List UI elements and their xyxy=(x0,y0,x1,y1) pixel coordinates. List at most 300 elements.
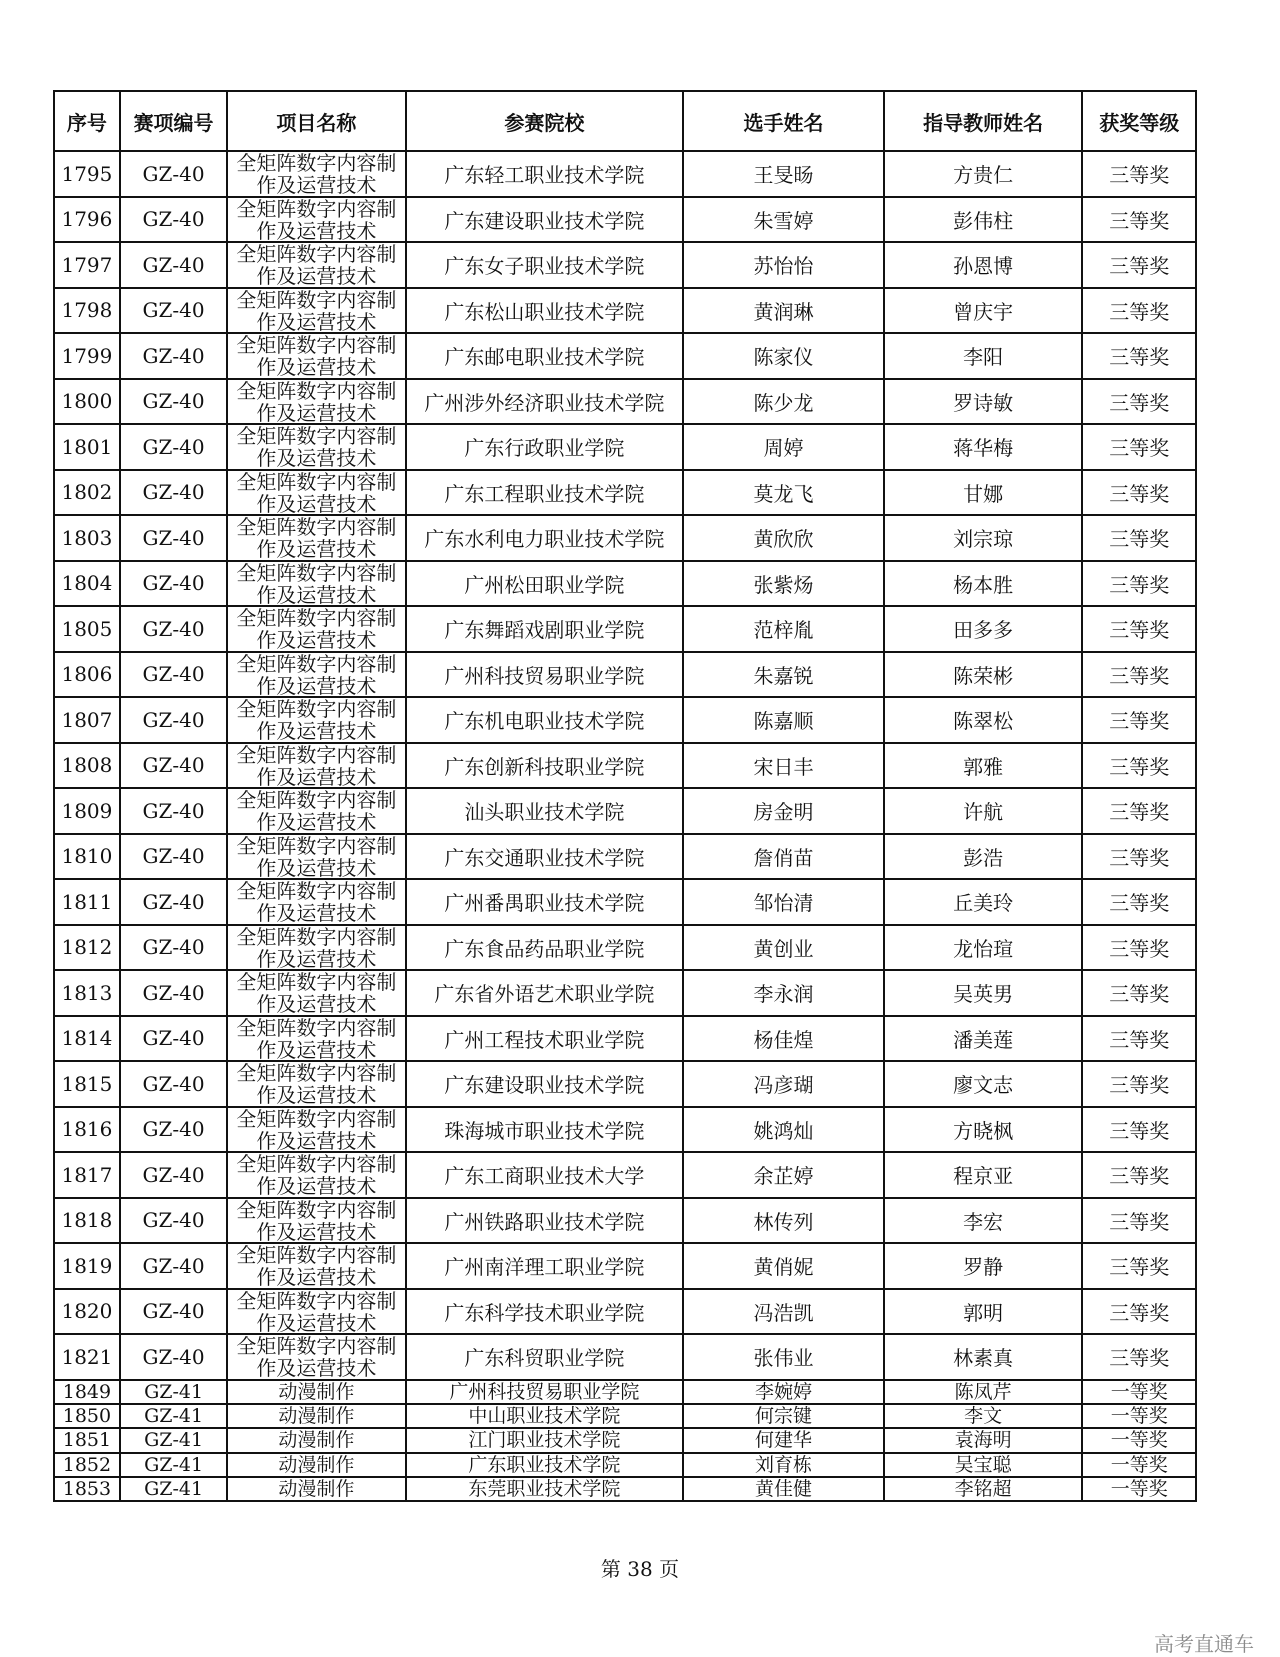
cell-seq: 1811 xyxy=(54,879,120,925)
cell-school: 江门职业技术学院 xyxy=(406,1428,684,1452)
cell-seq: 1812 xyxy=(54,925,120,971)
cell-project-name xyxy=(227,1061,405,1107)
cell-event-code: GZ-41 xyxy=(120,1404,227,1428)
project-name-text: 全矩阵数字内容制作及运营技术 xyxy=(236,425,397,469)
cell-seq: 1816 xyxy=(54,1107,120,1153)
cell-award-level: 三等奖 xyxy=(1082,333,1196,379)
table-row xyxy=(54,424,1196,470)
cell-instructor: 方贵仁 xyxy=(884,151,1083,197)
table-row xyxy=(54,1289,1196,1335)
cell-seq: 1806 xyxy=(54,652,120,698)
cell-contestant: 李永润 xyxy=(683,970,884,1016)
cell-project-name xyxy=(227,424,405,470)
cell-award-level: 三等奖 xyxy=(1082,925,1196,971)
cell-instructor: 孙恩博 xyxy=(884,242,1083,288)
project-name-text: 全矩阵数字内容制作及运营技术 xyxy=(236,698,397,742)
project-name-text: 全矩阵数字内容制作及运营技术 xyxy=(236,243,397,287)
cell-school: 广东建设职业技术学院 xyxy=(406,197,684,243)
project-name-text: 全矩阵数字内容制作及运营技术 xyxy=(236,1289,397,1333)
table-row xyxy=(54,1061,1196,1107)
project-name-text: 动漫制作 xyxy=(278,1478,355,1501)
cell-project-name xyxy=(227,151,405,197)
cell-instructor: 许航 xyxy=(884,788,1083,834)
cell-seq: 1818 xyxy=(54,1198,120,1244)
cell-seq: 1813 xyxy=(54,970,120,1016)
cell-event-code: GZ-40 xyxy=(120,879,227,925)
cell-seq: 1808 xyxy=(54,743,120,789)
cell-school: 广东机电职业技术学院 xyxy=(406,697,684,743)
cell-instructor: 刘宗琼 xyxy=(884,515,1083,561)
table-row xyxy=(54,470,1196,516)
cell-instructor: 罗诗敏 xyxy=(884,379,1083,425)
cell-seq: 1819 xyxy=(54,1243,120,1289)
cell-instructor: 郭雅 xyxy=(884,743,1083,789)
cell-project-name xyxy=(227,879,405,925)
cell-instructor: 彭伟柱 xyxy=(884,197,1083,243)
cell-award-level: 三等奖 xyxy=(1082,697,1196,743)
project-name-text: 全矩阵数字内容制作及运营技术 xyxy=(236,379,397,423)
cell-award-level: 三等奖 xyxy=(1082,151,1196,197)
table-row xyxy=(54,333,1196,379)
project-name-text: 全矩阵数字内容制作及运营技术 xyxy=(236,743,397,787)
cell-award-level: 三等奖 xyxy=(1082,834,1196,880)
cell-seq: 1809 xyxy=(54,788,120,834)
cell-seq: 1814 xyxy=(54,1016,120,1062)
cell-event-code: GZ-40 xyxy=(120,515,227,561)
cell-school: 广州科技贸易职业学院 xyxy=(406,1380,684,1404)
project-name-text: 全矩阵数字内容制作及运营技术 xyxy=(236,607,397,651)
table-row xyxy=(54,788,1196,834)
cell-award-level: 一等奖 xyxy=(1082,1404,1196,1428)
table-row xyxy=(54,879,1196,925)
table-header-row xyxy=(54,91,1196,151)
project-name-text: 全矩阵数字内容制作及运营技术 xyxy=(236,470,397,514)
table-row xyxy=(54,697,1196,743)
table-row xyxy=(54,288,1196,334)
project-name-text: 动漫制作 xyxy=(278,1380,355,1403)
cell-award-level: 一等奖 xyxy=(1082,1453,1196,1477)
cell-award-level: 一等奖 xyxy=(1082,1380,1196,1404)
cell-contestant: 刘育栋 xyxy=(683,1453,884,1477)
cell-project-name xyxy=(227,652,405,698)
cell-school: 广东食品药品职业学院 xyxy=(406,925,684,971)
watermark-text: 高考直通车 xyxy=(1154,1632,1254,1656)
cell-school: 广东交通职业技术学院 xyxy=(406,834,684,880)
cell-project-name xyxy=(227,606,405,652)
cell-instructor: 甘娜 xyxy=(884,470,1083,516)
cell-school: 广东工商职业技术大学 xyxy=(406,1152,684,1198)
table-row xyxy=(54,652,1196,698)
table-row xyxy=(54,151,1196,197)
table-row xyxy=(54,242,1196,288)
cell-school: 广东轻工职业技术学院 xyxy=(406,151,684,197)
cell-contestant: 宋日丰 xyxy=(683,743,884,789)
table-row xyxy=(54,1152,1196,1198)
cell-contestant: 陈嘉顺 xyxy=(683,697,884,743)
table-row xyxy=(54,1453,1196,1477)
project-name-text: 全矩阵数字内容制作及运营技术 xyxy=(236,1153,397,1197)
cell-contestant: 黄创业 xyxy=(683,925,884,971)
cell-seq: 1815 xyxy=(54,1061,120,1107)
cell-award-level: 三等奖 xyxy=(1082,1334,1196,1380)
cell-project-name xyxy=(227,470,405,516)
cell-school: 广州铁路职业技术学院 xyxy=(406,1198,684,1244)
cell-event-code: GZ-40 xyxy=(120,743,227,789)
cell-contestant: 黄润琳 xyxy=(683,288,884,334)
cell-event-code: GZ-40 xyxy=(120,561,227,607)
cell-event-code: GZ-40 xyxy=(120,606,227,652)
cell-project-name xyxy=(227,1107,405,1153)
awards-table xyxy=(53,90,1197,1502)
cell-project-name xyxy=(227,1477,405,1501)
cell-award-level: 三等奖 xyxy=(1082,606,1196,652)
cell-contestant: 冯浩凯 xyxy=(683,1289,884,1335)
cell-instructor: 龙怡瑄 xyxy=(884,925,1083,971)
cell-project-name xyxy=(227,1380,405,1404)
cell-project-name xyxy=(227,788,405,834)
cell-award-level: 三等奖 xyxy=(1082,379,1196,425)
page-number: 第 38 页 xyxy=(600,1557,680,1581)
cell-seq: 1820 xyxy=(54,1289,120,1335)
cell-event-code: GZ-40 xyxy=(120,1061,227,1107)
header-contestant: 选手姓名 xyxy=(683,91,884,151)
cell-award-level: 一等奖 xyxy=(1082,1428,1196,1452)
cell-event-code: GZ-40 xyxy=(120,1107,227,1153)
cell-instructor: 李宏 xyxy=(884,1198,1083,1244)
cell-seq: 1807 xyxy=(54,697,120,743)
cell-event-code: GZ-40 xyxy=(120,1152,227,1198)
cell-instructor: 吴英男 xyxy=(884,970,1083,1016)
cell-contestant: 黄欣欣 xyxy=(683,515,884,561)
project-name-text: 全矩阵数字内容制作及运营技术 xyxy=(236,516,397,560)
table-row xyxy=(54,561,1196,607)
cell-contestant: 余芷婷 xyxy=(683,1152,884,1198)
cell-event-code: GZ-40 xyxy=(120,697,227,743)
cell-project-name xyxy=(227,1453,405,1477)
cell-instructor: 陈翠松 xyxy=(884,697,1083,743)
cell-school: 广州松田职业学院 xyxy=(406,561,684,607)
cell-school: 广州涉外经济职业技术学院 xyxy=(406,379,684,425)
table-row xyxy=(54,1016,1196,1062)
cell-event-code: GZ-40 xyxy=(120,470,227,516)
table-row xyxy=(54,1428,1196,1452)
cell-award-level: 三等奖 xyxy=(1082,970,1196,1016)
cell-event-code: GZ-40 xyxy=(120,1289,227,1335)
table-row xyxy=(54,1404,1196,1428)
project-name-text: 全矩阵数字内容制作及运营技术 xyxy=(236,288,397,332)
table-row xyxy=(54,1380,1196,1404)
cell-seq: 1802 xyxy=(54,470,120,516)
cell-instructor: 廖文志 xyxy=(884,1061,1083,1107)
project-name-text: 全矩阵数字内容制作及运营技术 xyxy=(236,334,397,378)
table-row xyxy=(54,925,1196,971)
cell-school: 广州科技贸易职业学院 xyxy=(406,652,684,698)
cell-award-level: 三等奖 xyxy=(1082,743,1196,789)
cell-event-code: GZ-40 xyxy=(120,788,227,834)
cell-award-level: 三等奖 xyxy=(1082,1152,1196,1198)
cell-school: 广东科贸职业学院 xyxy=(406,1334,684,1380)
cell-seq: 1817 xyxy=(54,1152,120,1198)
cell-award-level: 三等奖 xyxy=(1082,515,1196,561)
cell-seq: 1795 xyxy=(54,151,120,197)
project-name-text: 动漫制作 xyxy=(278,1453,355,1476)
cell-project-name xyxy=(227,515,405,561)
cell-seq: 1821 xyxy=(54,1334,120,1380)
cell-seq: 1804 xyxy=(54,561,120,607)
cell-event-code: GZ-40 xyxy=(120,970,227,1016)
cell-award-level: 三等奖 xyxy=(1082,1061,1196,1107)
cell-event-code: GZ-40 xyxy=(120,652,227,698)
cell-event-code: GZ-40 xyxy=(120,424,227,470)
cell-instructor: 李阳 xyxy=(884,333,1083,379)
cell-instructor: 程京亚 xyxy=(884,1152,1083,1198)
table-row xyxy=(54,1334,1196,1380)
cell-event-code: GZ-40 xyxy=(120,379,227,425)
table-row xyxy=(54,379,1196,425)
cell-school: 广州南洋理工职业学院 xyxy=(406,1243,684,1289)
cell-school: 广州工程技术职业学院 xyxy=(406,1016,684,1062)
cell-school: 广东创新科技职业学院 xyxy=(406,743,684,789)
project-name-text: 全矩阵数字内容制作及运营技术 xyxy=(236,152,397,196)
cell-seq: 1853 xyxy=(54,1477,120,1501)
cell-award-level: 三等奖 xyxy=(1082,879,1196,925)
cell-project-name xyxy=(227,697,405,743)
header-project-name: 项目名称 xyxy=(227,91,405,151)
project-name-text: 全矩阵数字内容制作及运营技术 xyxy=(236,561,397,605)
cell-school: 广东女子职业技术学院 xyxy=(406,242,684,288)
cell-contestant: 黄俏妮 xyxy=(683,1243,884,1289)
cell-seq: 1849 xyxy=(54,1380,120,1404)
cell-school: 广东职业技术学院 xyxy=(406,1453,684,1477)
cell-event-code: GZ-40 xyxy=(120,1198,227,1244)
project-name-text: 全矩阵数字内容制作及运营技术 xyxy=(236,789,397,833)
table-row xyxy=(54,1243,1196,1289)
cell-instructor: 林素真 xyxy=(884,1334,1083,1380)
cell-project-name xyxy=(227,1404,405,1428)
cell-contestant: 苏怡怡 xyxy=(683,242,884,288)
cell-seq: 1852 xyxy=(54,1453,120,1477)
project-name-text: 全矩阵数字内容制作及运营技术 xyxy=(236,1062,397,1106)
cell-contestant: 林传列 xyxy=(683,1198,884,1244)
cell-project-name xyxy=(227,288,405,334)
project-name-text: 全矩阵数字内容制作及运营技术 xyxy=(236,652,397,696)
cell-project-name xyxy=(227,970,405,1016)
cell-school: 广东建设职业技术学院 xyxy=(406,1061,684,1107)
cell-instructor: 方晓枫 xyxy=(884,1107,1083,1153)
cell-seq: 1851 xyxy=(54,1428,120,1452)
cell-seq: 1798 xyxy=(54,288,120,334)
cell-seq: 1797 xyxy=(54,242,120,288)
cell-seq: 1803 xyxy=(54,515,120,561)
cell-school: 东莞职业技术学院 xyxy=(406,1477,684,1501)
table-row xyxy=(54,515,1196,561)
project-name-text: 全矩阵数字内容制作及运营技术 xyxy=(236,1335,397,1379)
cell-award-level: 三等奖 xyxy=(1082,424,1196,470)
cell-event-code: GZ-40 xyxy=(120,242,227,288)
cell-contestant: 邹怡清 xyxy=(683,879,884,925)
cell-event-code: GZ-40 xyxy=(120,1243,227,1289)
cell-school: 珠海城市职业技术学院 xyxy=(406,1107,684,1153)
cell-seq: 1850 xyxy=(54,1404,120,1428)
cell-seq: 1799 xyxy=(54,333,120,379)
cell-contestant: 张伟业 xyxy=(683,1334,884,1380)
cell-award-level: 三等奖 xyxy=(1082,197,1196,243)
cell-project-name xyxy=(227,1016,405,1062)
cell-contestant: 莫龙飞 xyxy=(683,470,884,516)
project-name-text: 全矩阵数字内容制作及运营技术 xyxy=(236,1198,397,1242)
project-name-text: 全矩阵数字内容制作及运营技术 xyxy=(236,197,397,241)
cell-contestant: 李婉婷 xyxy=(683,1380,884,1404)
cell-project-name xyxy=(227,743,405,789)
cell-project-name xyxy=(227,1152,405,1198)
cell-contestant: 朱嘉锐 xyxy=(683,652,884,698)
header-event-code: 赛项编号 xyxy=(120,91,227,151)
table-body xyxy=(54,151,1196,1501)
cell-seq: 1810 xyxy=(54,834,120,880)
cell-project-name xyxy=(227,197,405,243)
project-name-text: 全矩阵数字内容制作及运营技术 xyxy=(236,925,397,969)
cell-project-name xyxy=(227,242,405,288)
cell-project-name xyxy=(227,1428,405,1452)
header-school: 参赛院校 xyxy=(406,91,684,151)
project-name-text: 全矩阵数字内容制作及运营技术 xyxy=(236,834,397,878)
cell-instructor: 彭浩 xyxy=(884,834,1083,880)
cell-seq: 1796 xyxy=(54,197,120,243)
cell-project-name xyxy=(227,1243,405,1289)
project-name-text: 全矩阵数字内容制作及运营技术 xyxy=(236,1107,397,1151)
cell-instructor: 杨本胜 xyxy=(884,561,1083,607)
cell-instructor: 蒋华梅 xyxy=(884,424,1083,470)
cell-contestant: 周婷 xyxy=(683,424,884,470)
cell-project-name xyxy=(227,333,405,379)
cell-contestant: 王旻旸 xyxy=(683,151,884,197)
cell-school: 汕头职业技术学院 xyxy=(406,788,684,834)
cell-school: 中山职业技术学院 xyxy=(406,1404,684,1428)
table-row xyxy=(54,1107,1196,1153)
cell-school: 广州番禺职业技术学院 xyxy=(406,879,684,925)
cell-project-name xyxy=(227,1198,405,1244)
cell-school: 广东舞蹈戏剧职业学院 xyxy=(406,606,684,652)
cell-school: 广东工程职业技术学院 xyxy=(406,470,684,516)
cell-school: 广东水利电力职业技术学院 xyxy=(406,515,684,561)
cell-award-level: 一等奖 xyxy=(1082,1477,1196,1501)
cell-event-code: GZ-40 xyxy=(120,197,227,243)
cell-contestant: 何宗键 xyxy=(683,1404,884,1428)
cell-award-level: 三等奖 xyxy=(1082,1107,1196,1153)
cell-contestant: 杨佳煌 xyxy=(683,1016,884,1062)
cell-instructor: 陈凤芹 xyxy=(884,1380,1083,1404)
cell-project-name xyxy=(227,1334,405,1380)
cell-contestant: 詹俏苗 xyxy=(683,834,884,880)
cell-event-code: GZ-40 xyxy=(120,333,227,379)
cell-instructor: 吴宝聪 xyxy=(884,1453,1083,1477)
cell-seq: 1805 xyxy=(54,606,120,652)
table-row xyxy=(54,1477,1196,1501)
project-name-text: 全矩阵数字内容制作及运营技术 xyxy=(236,971,397,1015)
cell-event-code: GZ-41 xyxy=(120,1428,227,1452)
header-award-level: 获奖等级 xyxy=(1082,91,1196,151)
cell-school: 广东邮电职业技术学院 xyxy=(406,333,684,379)
cell-contestant: 房金明 xyxy=(683,788,884,834)
table-row xyxy=(54,1198,1196,1244)
cell-event-code: GZ-40 xyxy=(120,151,227,197)
cell-contestant: 陈家仪 xyxy=(683,333,884,379)
cell-award-level: 三等奖 xyxy=(1082,1016,1196,1062)
project-name-text: 动漫制作 xyxy=(278,1429,355,1452)
cell-instructor: 郭明 xyxy=(884,1289,1083,1335)
cell-school: 广东省外语艺术职业学院 xyxy=(406,970,684,1016)
cell-award-level: 三等奖 xyxy=(1082,561,1196,607)
cell-event-code: GZ-40 xyxy=(120,1016,227,1062)
cell-contestant: 朱雪婷 xyxy=(683,197,884,243)
cell-award-level: 三等奖 xyxy=(1082,652,1196,698)
project-name-text: 动漫制作 xyxy=(278,1405,355,1428)
cell-award-level: 三等奖 xyxy=(1082,788,1196,834)
table-row xyxy=(54,834,1196,880)
table-row xyxy=(54,970,1196,1016)
cell-contestant: 范梓胤 xyxy=(683,606,884,652)
cell-project-name xyxy=(227,834,405,880)
cell-instructor: 陈荣彬 xyxy=(884,652,1083,698)
cell-award-level: 三等奖 xyxy=(1082,1198,1196,1244)
table-row xyxy=(54,743,1196,789)
cell-event-code: GZ-40 xyxy=(120,1334,227,1380)
cell-contestant: 陈少龙 xyxy=(683,379,884,425)
cell-award-level: 三等奖 xyxy=(1082,470,1196,516)
cell-instructor: 潘美莲 xyxy=(884,1016,1083,1062)
cell-seq: 1801 xyxy=(54,424,120,470)
cell-project-name xyxy=(227,379,405,425)
cell-contestant: 姚鸿灿 xyxy=(683,1107,884,1153)
cell-instructor: 李铭超 xyxy=(884,1477,1083,1501)
header-instructor: 指导教师姓名 xyxy=(884,91,1083,151)
project-name-text: 全矩阵数字内容制作及运营技术 xyxy=(236,1244,397,1288)
cell-instructor: 罗静 xyxy=(884,1243,1083,1289)
cell-school: 广东行政职业学院 xyxy=(406,424,684,470)
cell-event-code: GZ-41 xyxy=(120,1477,227,1501)
cell-event-code: GZ-41 xyxy=(120,1453,227,1477)
cell-project-name xyxy=(227,561,405,607)
cell-instructor: 曾庆宇 xyxy=(884,288,1083,334)
cell-instructor: 田多多 xyxy=(884,606,1083,652)
cell-contestant: 冯彦瑚 xyxy=(683,1061,884,1107)
cell-award-level: 三等奖 xyxy=(1082,1243,1196,1289)
project-name-text: 全矩阵数字内容制作及运营技术 xyxy=(236,880,397,924)
cell-event-code: GZ-40 xyxy=(120,288,227,334)
cell-contestant: 何建华 xyxy=(683,1428,884,1452)
table-row xyxy=(54,606,1196,652)
cell-contestant: 黄佳健 xyxy=(683,1477,884,1501)
header-seq: 序号 xyxy=(54,91,120,151)
cell-event-code: GZ-40 xyxy=(120,834,227,880)
cell-instructor: 李文 xyxy=(884,1404,1083,1428)
project-name-text: 全矩阵数字内容制作及运营技术 xyxy=(236,1016,397,1060)
cell-school: 广东科学技术职业学院 xyxy=(406,1289,684,1335)
cell-contestant: 张紫炀 xyxy=(683,561,884,607)
cell-school: 广东松山职业技术学院 xyxy=(406,288,684,334)
cell-award-level: 三等奖 xyxy=(1082,288,1196,334)
cell-project-name xyxy=(227,1289,405,1335)
cell-award-level: 三等奖 xyxy=(1082,1289,1196,1335)
cell-project-name xyxy=(227,925,405,971)
cell-seq: 1800 xyxy=(54,379,120,425)
table-row xyxy=(54,197,1196,243)
cell-award-level: 三等奖 xyxy=(1082,242,1196,288)
cell-event-code: GZ-41 xyxy=(120,1380,227,1404)
cell-event-code: GZ-40 xyxy=(120,925,227,971)
cell-instructor: 丘美玲 xyxy=(884,879,1083,925)
cell-instructor: 袁海明 xyxy=(884,1428,1083,1452)
